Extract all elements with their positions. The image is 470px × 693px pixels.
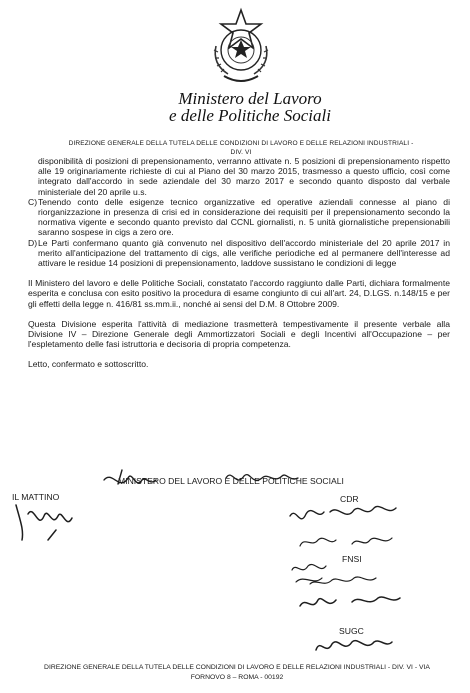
signature-fnsi-2 (310, 577, 376, 584)
ministry-line-1: Ministero del Lavoro (178, 89, 322, 108)
signature-ministry-2 (226, 475, 298, 481)
page-footer (14, 663, 460, 683)
item-d-label: D) (28, 237, 38, 248)
paragraph-agreement: Il Ministero del lavoro e delle Politiche Sociali, constatato l'accordo raggiunto dalle Parti, dichiara formalmente esperita e conclusa con esito positivo la procedura di esame congiunto di cui all'art. 24, D.LGS. n.148/15 e per gli effetti della legge n. 416/81 ss.mm.ii., nonché ai sensi del D.M. 8 Ottobre 2009. (28, 278, 450, 309)
cdr-label: CDR (340, 494, 359, 504)
signature-cdr-1 (290, 506, 396, 518)
footer-line-2: FORNOVO 8 – ROMA - 00192 (190, 674, 284, 681)
sugc-label: SUGC (339, 626, 364, 636)
ministry-signature-label: MINISTERO DEL LAVORO E DELLE POLITICHE SOCIALI (118, 476, 344, 486)
closing-line: Letto, confermato e sottoscritto. (28, 359, 149, 370)
signature-fnsi-1 (292, 564, 326, 582)
signature-cdr-2 (300, 538, 392, 546)
paragraph-mediation: Questa Divisione esperita l'attività di mediazione trasmetterà tempestivamente il presente verbale alla Divisione IV – Direzione Generale degli Ammortizzatori Sociali e degli Incentivi all'Occupazione – per l'espletamento delle fasi istruttoria e decisoria di propria competenza. (28, 318, 450, 350)
signature-sugc (316, 641, 392, 650)
il-mattino-label: IL MATTINO (12, 492, 60, 502)
signature-ministry-1 (104, 470, 156, 484)
fnsi-label: FNSI (342, 554, 362, 564)
item-d-text: Le Parti confermano quanto già convenuto nel dispositivo dell'accordo ministeriale del 20 aprile 2017 in merito all'anticipazione del trattamento di cigs, alle verifiche periodiche ed al permanere dell'interesse ad attivare le residue 14 posizioni di prepensionamento, laddove sussistano le condizioni di legge (38, 237, 450, 269)
item-c-text: Tenendo conto delle esigenze tecnico organizzative ed operative aziendali connesse al piano di riorganizzazione in presenza di crisi ed in considerazione dei requisiti per il prepensionamento secondo la normativa vigente e secondo quanto previsto dal CCNL giornalisti, n. 5 unità giornalistiche prepensionabili saranno sospese in cigs a zero ore. (38, 196, 450, 238)
direction-line-2: DIV. VI (230, 149, 252, 156)
footer-line-1: DIREZIONE GENERALE DELLA TUTELA DELLE CONDIZIONI DI LAVORO E DELLE RELAZIONI INDUSTRIALI - DIV. VI - VIA (44, 664, 430, 671)
signature-fnsi-3 (300, 597, 400, 606)
item-b-continuation: disponibilità di posizioni di prepensionamento, verranno attivate n. 5 posizioni di prepensionamento rispetto alle 19 originariamente richieste di cui al Piano del 30 marzo 2015, trasmesso a questo ufficio, così come integrato dall'accordo in sede aziendale del 30 marzo 2017 e secondo quanto disposto dal verbale ministeriale del 20 aprile u.s. (38, 156, 450, 197)
item-c-label: C) (28, 196, 38, 207)
direction-line-1: DIREZIONE GENERALE DELLA TUTELA DELLE CONDIZIONI DI LAVORO E DELLE RELAZIONI INDUSTRIALI - (68, 140, 414, 147)
signature-il-mattino (16, 505, 72, 540)
ministry-line-2: e delle Politiche Sociali (169, 106, 331, 125)
